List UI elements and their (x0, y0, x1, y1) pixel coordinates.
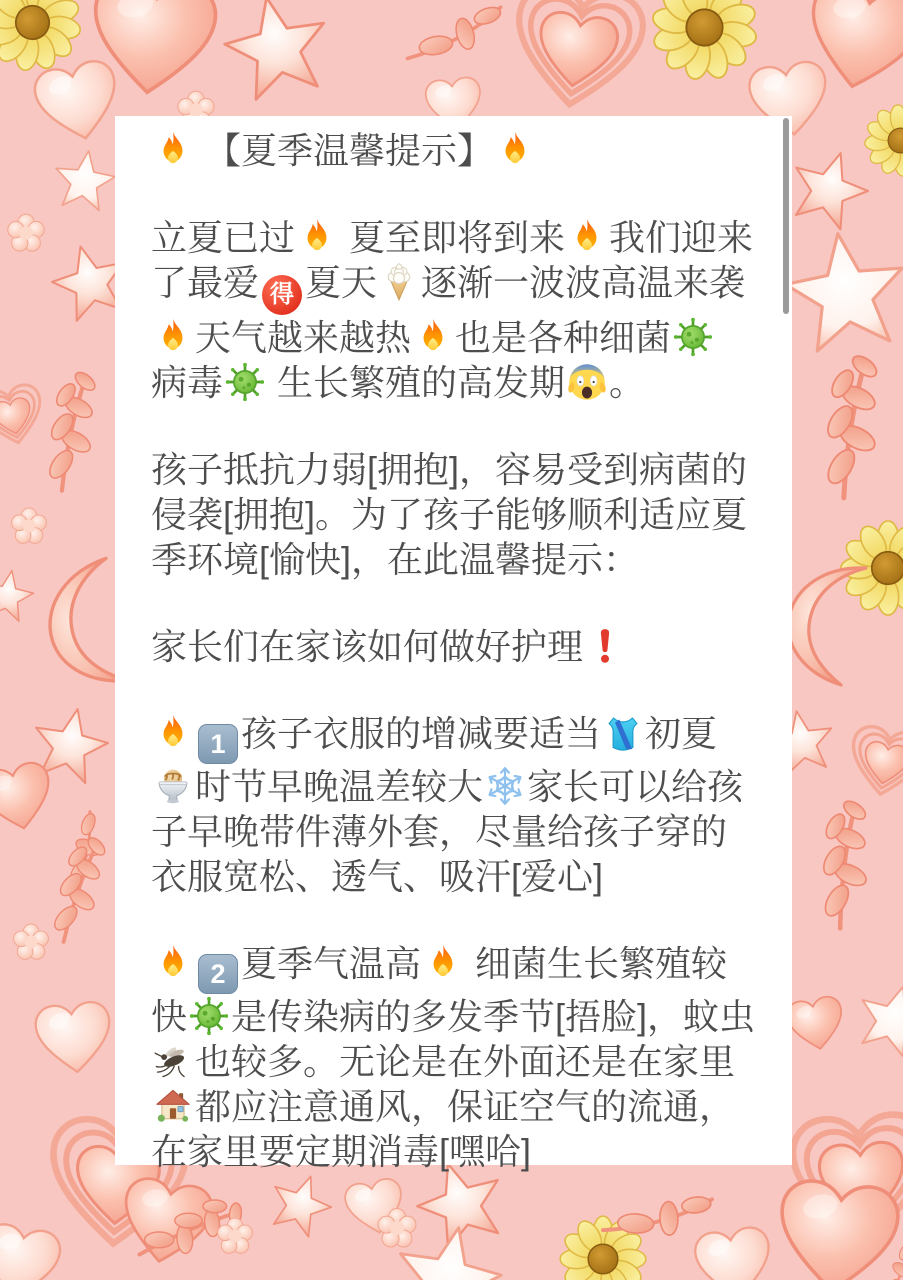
shirt-emoji (603, 713, 643, 753)
fire-emoji (153, 943, 193, 983)
star-decoration (782, 141, 876, 233)
fire-emoji (413, 317, 453, 357)
snowflake-emoji (485, 766, 525, 806)
star2-decoration (51, 147, 118, 212)
star-decoration (263, 1166, 339, 1241)
fire-emoji (495, 130, 535, 170)
flower-decoration (218, 1218, 253, 1253)
flower-decoration (12, 508, 47, 543)
post-paragraph-1: 立夏已过 夏至即将到来 我们迎来了最爱 得 夏天 逐渐一波波高温来袭天气越来越热 也是各种细菌 病毒 生长繁殖的高发期 。 (151, 217, 754, 403)
post-paragraph-5: 2 夏季气温高 细菌生长繁殖较快 是传染病的多发季节[捂脸]，蚊虫也较多。无论是在外面还是在家里都应注意通风，保证空气的流通，在家里要定期消毒[嘿哈] (151, 943, 756, 1172)
star2-decoration (779, 225, 903, 354)
virus-emoji (673, 317, 713, 357)
heart-decoration (774, 1178, 901, 1280)
heart2-decoration (0, 1221, 63, 1280)
house-emoji (153, 1086, 193, 1126)
scrollbar-thumb[interactable] (783, 118, 789, 314)
branch-decoration (779, 347, 903, 502)
rheart-decoration (508, 0, 647, 113)
virus-emoji (189, 996, 229, 1036)
star2-decoration (850, 976, 903, 1061)
sun-decoration (642, 0, 767, 90)
sun-decoration (853, 93, 903, 188)
star-decoration (0, 566, 37, 623)
heart2-decoration (34, 1000, 114, 1075)
heart2-decoration (693, 1225, 775, 1280)
fire-emoji (153, 317, 193, 357)
virus-emoji (225, 362, 265, 402)
heart-decoration (785, 994, 847, 1053)
flower-decoration (14, 924, 49, 959)
icecream-emoji (153, 766, 193, 806)
heart2-decoration (31, 57, 125, 146)
branch-decoration (779, 792, 903, 932)
keycap-emoji: 1 (198, 724, 238, 764)
de-emoji: 得 (262, 275, 302, 315)
post-card (115, 116, 792, 1172)
softserve-emoji (379, 262, 419, 302)
exclaim-emoji (585, 626, 625, 666)
fire-emoji (153, 130, 193, 170)
post-paragraph-4: 1 孩子衣服的增减要适当 初夏时节早晚温差较大 家长可以给孩子早晚带件薄外套，尽量给孩子穿的衣服宽松、透气、吸汗[爱心] (151, 713, 744, 897)
fire-emoji (297, 217, 337, 257)
scream-emoji (567, 362, 607, 402)
post-paragraph-3: 家长们在家该如何做好护理 (151, 624, 756, 669)
flower-decoration (8, 214, 44, 251)
fire-emoji (423, 943, 463, 983)
mosquito-emoji (153, 1041, 193, 1081)
keycap-emoji: 2 (198, 954, 238, 994)
post-paragraph-2: 孩子抵抗力弱[拥抱]，容易受到病菌的侵袭[拥抱]。为了孩子能够顺利适应夏季环境[愉快]，在此温馨提示： (151, 449, 748, 580)
rheart-decoration (846, 724, 903, 800)
star-decoration (217, 0, 336, 103)
post-title: 【夏季温馨提示】 (151, 128, 756, 173)
fire-emoji (567, 217, 607, 257)
sprig-decoration (407, 0, 505, 80)
fire-emoji (153, 713, 193, 753)
rheart-decoration (0, 382, 48, 449)
